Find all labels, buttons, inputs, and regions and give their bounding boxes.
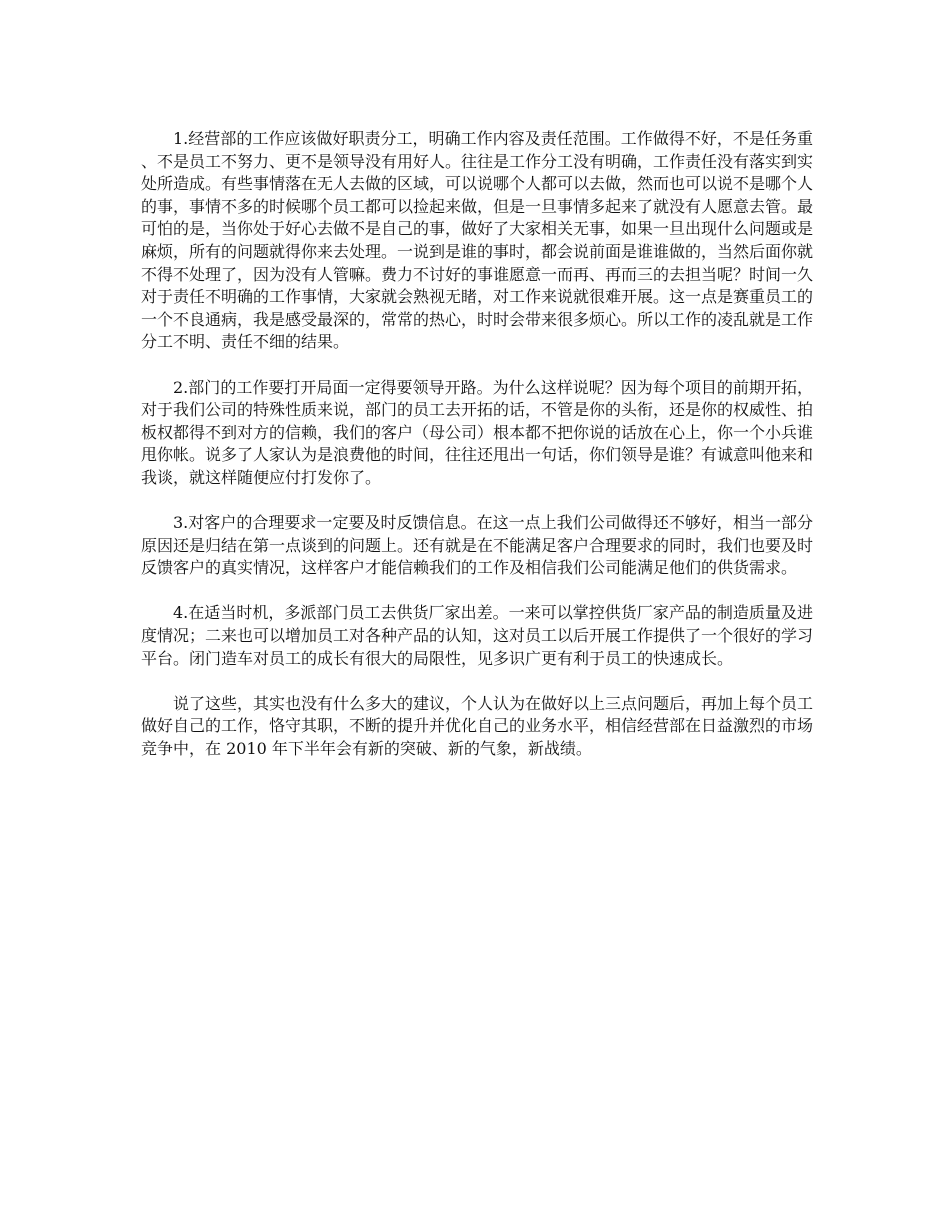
paragraph-4: 4.在适当时机，多派部门员工去供货厂家出差。一来可以掌控供货厂家产品的制造质量及进度情况；二来也可以增加员工对各种产品的认知，这对员工以后开展工作提供了一个很好的学习平台。闭门造车对员工的成长有很大的局限性，见多识广更有利于员工的快速成长。 xyxy=(141,603,814,668)
paragraph-2: 2.部门的工作要打开局面一定得要领导开路。为什么这样说呢？因为每个项目的前期开拓，对于我们公司的特殊性质来说，部门的员工去开拓的话，不管是你的头衔，还是你的权威性、拍板权都得不到对方的信赖，我们的客户（母公司）根本都不把你说的话放在心上，你一个小兵谁甩你帐。说多了人家认为是浪费他的时间，往往还甩出一句话，你们领导是谁？有诚意叫他来和我谈，就这样随便应付打发你了。 xyxy=(141,377,814,487)
paragraph-1: 1.经营部的工作应该做好职责分工，明确工作内容及责任范围。工作做得不好，不是任务重、不是员工不努力、更不是领导没有用好人。往往是工作分工没有明确，工作责任没有落实到实处所造成。有些事情落在无人去做的区域，可以说哪个人都可以去做，然而也可以说不是哪个人的事，事情不多的时候哪个员工都可以捡起来做，但是一旦事情多起来了就没有人愿意去管。最可怕的是，当你处于好心去做不是自己的事，做好了大家相关无事，如果一旦出现什么问题或是麻烦，所有的问题就得你来去处理。一说到是谁的事时，都会说前面是谁谁做的，当然后面你就不得不处理了，因为没有人管嘛。费力不讨好的事谁愿意一而再、再而三的去担当呢？时间一久对于责任不明确的工作事情，大家就会熟视无睹，对工作来说就很难开展。这一点是赛重员工的一个不良通病，我是感受最深的，常常的热心，时时会带来很多烦心。所以工作的凌乱就是工作分工不明、责任不细的结果。 xyxy=(141,129,814,352)
document-body xyxy=(141,128,813,783)
paragraph-5: 说了这些，其实也没有什么多大的建议，个人认为在做好以上三点问题后，再加上每个员工做好自己的工作，恪守其职，不断的提升并优化自己的业务水平，相信经营部在日益激烈的市场竞争中，在 2010 年下半年会有新的突破、新的气象，新战绩。 xyxy=(141,693,814,759)
paragraph-3: 3.对客户的合理要求一定要及时反馈信息。在这一点上我们公司做得还不够好，相当一部分原因还是归结在第一点谈到的问题上。还有就是在不能满足客户合理要求的同时，我们也要及时反馈客户的真实情况，这样客户才能信赖我们的工作及相信我们公司能满足他们的供货需求。 xyxy=(141,513,814,578)
